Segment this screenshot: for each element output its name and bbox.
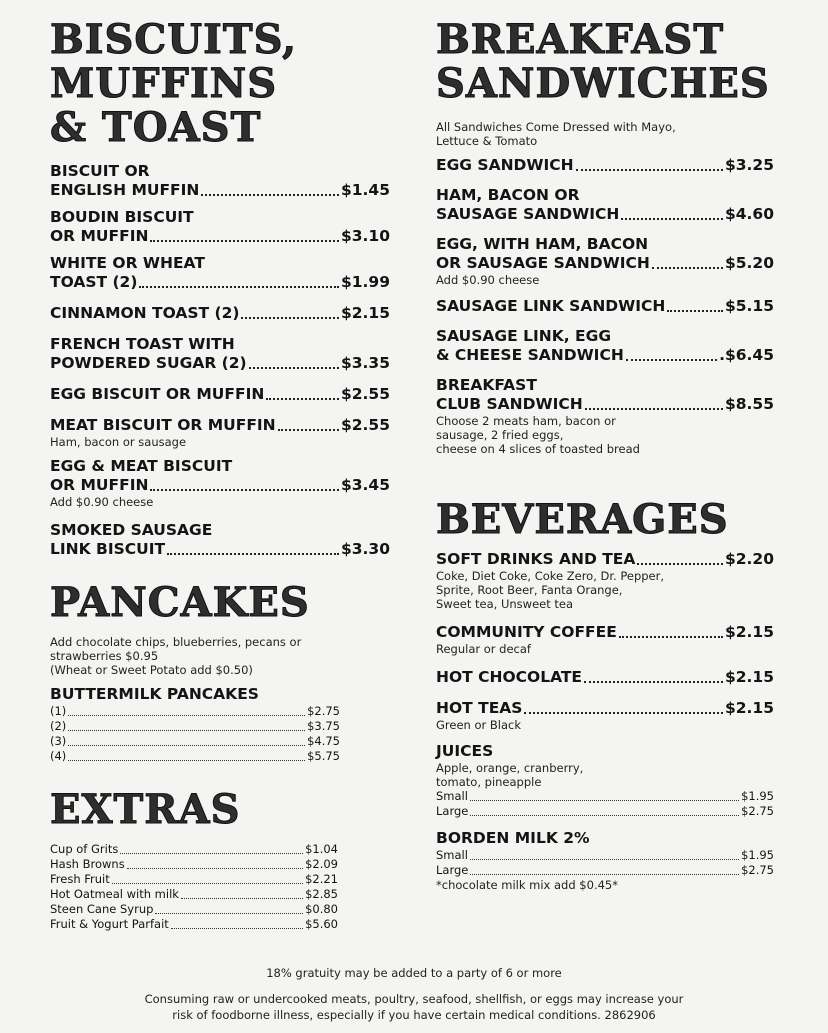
item-price: $5.75 [307, 749, 340, 763]
menu-item: EGG & MEAT BISCUIT OR MUFFIN $3.45 Add $0.90 cheese [50, 457, 390, 509]
menu-item: HOT TEAS $2.15 Green or Black [436, 699, 774, 732]
item-price: $2.15 [724, 699, 774, 717]
beverages-title: BEVERAGES [436, 496, 729, 543]
extra-row: Hot Oatmeal with milk $2.85 [50, 887, 338, 901]
item-price: $2.75 [307, 704, 340, 718]
extra-row: Hash Browns $2.09 [50, 857, 338, 871]
item-price: $2.09 [305, 857, 338, 871]
right-column [436, 18, 774, 892]
menu-item: MEAT BISCUIT OR MUFFIN $2.55 Ham, bacon or sausage [50, 416, 390, 449]
item-price: $3.30 [340, 540, 390, 558]
menu-item: JUICES Apple, orange, cranberry, tomato, pineapple Small $1.95 Large $2.75 [436, 742, 774, 818]
pancakes-note: Add chocolate chips, blueberries, pecans or strawberries $0.95 (Wheat or Sweet Potato add $0.50) [50, 635, 302, 677]
item-price: $4.75 [307, 734, 340, 748]
extra-row: Steen Cane Syrup $0.80 [50, 902, 338, 916]
item-price: .$6.45 [719, 346, 774, 364]
item-price: $3.25 [724, 156, 774, 174]
menu-item: HOT CHOCOLATE $2.15 [436, 668, 774, 686]
extra-row: Fruit & Yogurt Parfait $5.60 [50, 917, 338, 931]
item-price: $2.55 [340, 416, 390, 434]
extras-title: EXTRAS [50, 786, 241, 833]
left-column [50, 18, 390, 932]
item-price: $2.75 [741, 804, 774, 818]
menu-item: BISCUIT OR ENGLISH MUFFIN $1.45 [50, 162, 390, 199]
sandwiches-note: All Sandwiches Come Dressed with Mayo, Lettuce & Tomato [436, 120, 676, 148]
item-price: $3.35 [340, 354, 390, 372]
beverages-list [436, 550, 774, 892]
extra-row: Fresh Fruit $2.21 [50, 872, 338, 886]
menu-item: BOUDIN BISCUIT OR MUFFIN $3.10 [50, 208, 390, 245]
pancakes-title: PANCAKES [50, 579, 310, 626]
item-price: $3.75 [307, 719, 340, 733]
item-price: $8.55 [724, 395, 774, 413]
item-price: $5.15 [724, 297, 774, 315]
item-price: $2.21 [305, 872, 338, 886]
item-price: $1.95 [741, 848, 774, 862]
item-price: $2.75 [741, 863, 774, 877]
item-price: $5.60 [305, 917, 338, 931]
menu-item: FRENCH TOAST WITH POWDERED SUGAR (2) $3.35 [50, 335, 390, 372]
menu-item: EGG SANDWICH $3.25 [436, 156, 774, 174]
item-price: $1.95 [741, 789, 774, 803]
menu-item: COMMUNITY COFFEE $2.15 Regular or decaf [436, 623, 774, 656]
menu-item: EGG, WITH HAM, BACON OR SAUSAGE SANDWICH $5.20 Add $0.90 cheese [436, 235, 774, 287]
item-price: $2.15 [724, 668, 774, 686]
menu-item: HAM, BACON OR SAUSAGE SANDWICH $4.60 [436, 186, 774, 223]
menu-item: SAUSAGE LINK SANDWICH $5.15 [436, 297, 774, 315]
menu-item: SMOKED SAUSAGE LINK BISCUIT $3.30 [50, 521, 390, 558]
item-price: $1.99 [340, 273, 390, 291]
item-price: $0.80 [305, 902, 338, 916]
menu-item: BREAKFAST CLUB SANDWICH $8.55 Choose 2 meats ham, bacon or sausage, 2 fried eggs, cheese on 4 slices of toasted bread [436, 376, 774, 456]
menu-item: BORDEN MILK 2% Small $1.95 Large $2.75 *chocolate milk mix add $0.45* [436, 829, 774, 892]
extras-list [50, 842, 338, 932]
extra-row: Cup of Grits $1.04 [50, 842, 338, 856]
gratuity-note: 18% gratuity may be added to a party of 6 or more [266, 966, 562, 980]
sandwiches-list [436, 156, 774, 456]
menu-item: SAUSAGE LINK, EGG & CHEESE SANDWICH .$6.45 [436, 327, 774, 364]
item-price: $2.85 [305, 887, 338, 901]
sandwiches-title: BREAKFAST SANDWICHES [436, 16, 770, 107]
item-price: $1.04 [305, 842, 338, 856]
menu-item: SOFT DRINKS AND TEA $2.20 Coke, Diet Coke, Coke Zero, Dr. Pepper, Sprite, Root Beer, Fanta Orange, Sweet tea, Unsweet tea [436, 550, 774, 611]
item-price: $2.55 [340, 385, 390, 403]
item-price: $2.15 [724, 623, 774, 641]
item-price: $2.15 [340, 304, 390, 322]
item-price: $3.10 [340, 227, 390, 245]
food-warning: Consuming raw or undercooked meats, poultry, seafood, shellfish, or eggs may increase your risk of foodborne illness, especially if you have certain medical conditions. 2862906 [144, 992, 684, 1022]
menu-item: EGG BISCUIT OR MUFFIN $2.55 [50, 385, 390, 403]
item-price: $5.20 [724, 254, 774, 272]
item-price: $1.45 [340, 181, 390, 199]
item-price: $2.20 [724, 550, 774, 568]
menu-item: CINNAMON TOAST (2) $2.15 [50, 304, 390, 322]
item-price: $4.60 [724, 205, 774, 223]
biscuits-title: BISCUITS, MUFFINS & TOAST [50, 16, 297, 151]
menu-item: BUTTERMILK PANCAKES (1) $2.75 (2) $3.75 (3) $4.75 (4) $5.75 [50, 685, 340, 763]
biscuits-list [50, 162, 390, 559]
menu-item: WHITE OR WHEAT TOAST (2) $1.99 [50, 254, 390, 291]
item-price: $3.45 [340, 476, 390, 494]
